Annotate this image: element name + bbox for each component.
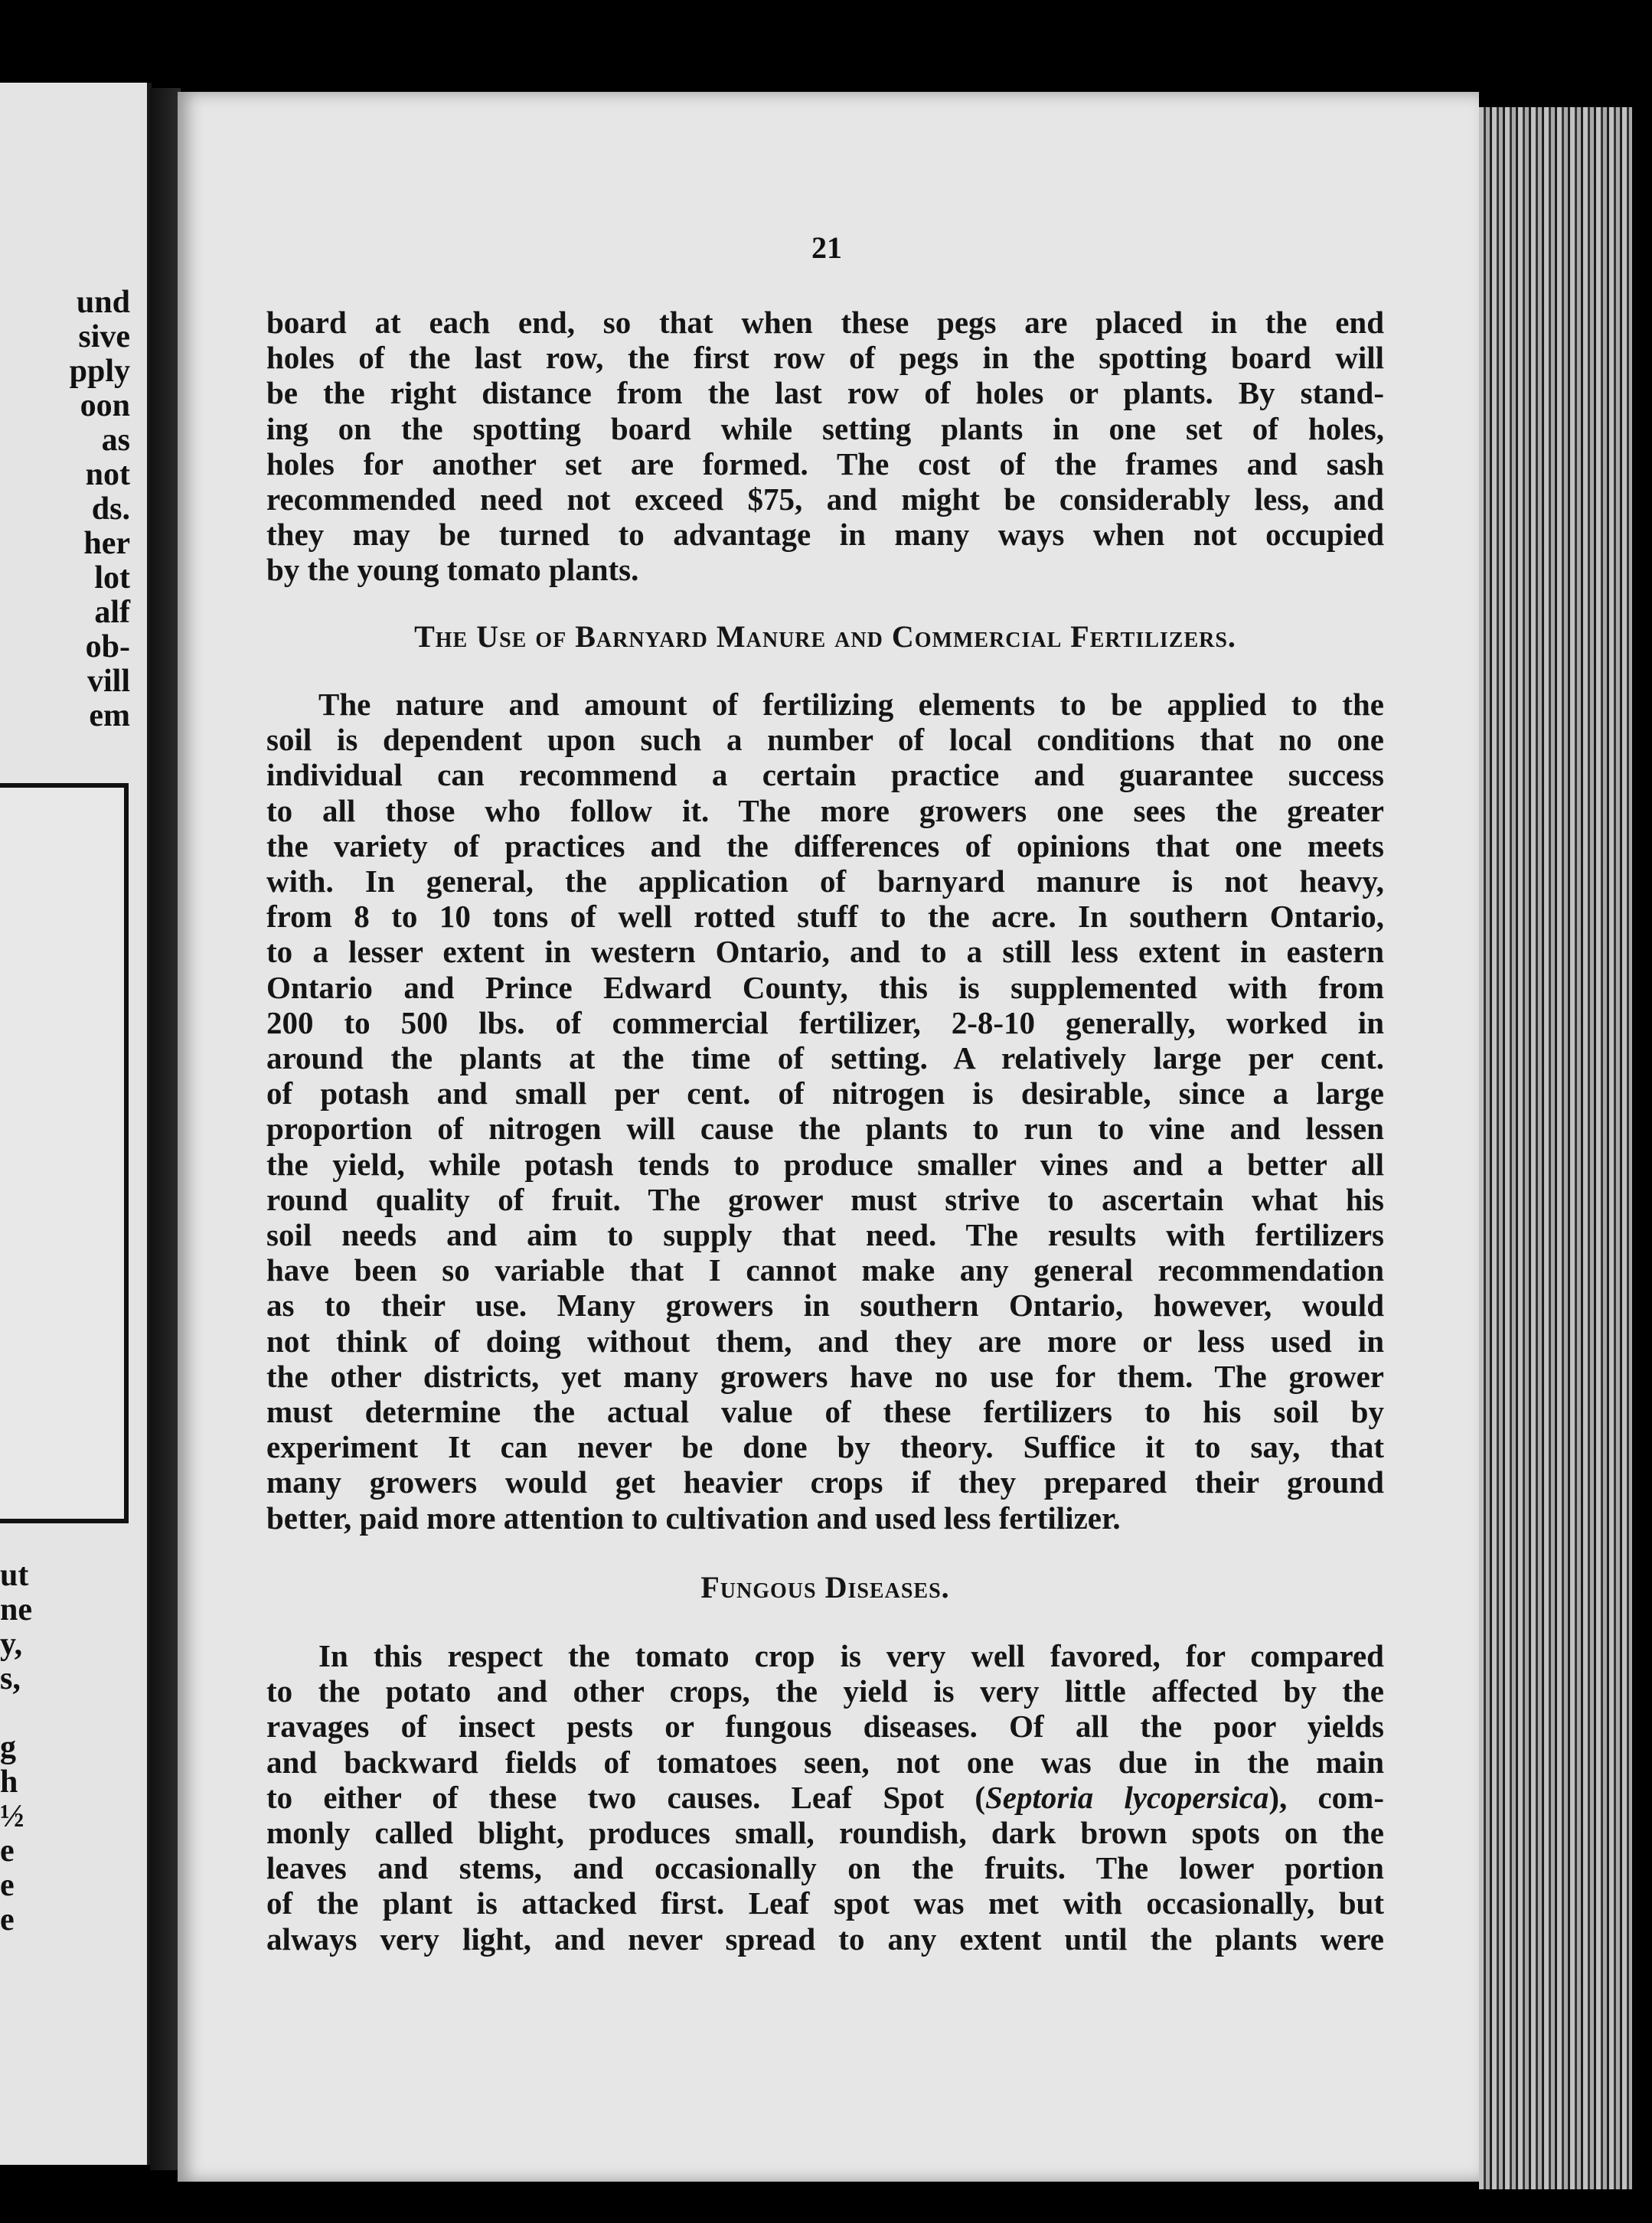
text-line: many growers would get heavier crops if they prepared their ground	[266, 1464, 1384, 1500]
text-line: be the right distance from the last row of holes or plants. By stand-	[266, 375, 1384, 411]
text-line: recommended need not exceed $75, and might be considerably less, and	[266, 481, 1384, 517]
text-line: of the plant is attacked first. Leaf spot was met with occasionally, but	[266, 1885, 1384, 1921]
text-line: leaves and stems, and occasionally on the fruits. The lower portion	[266, 1850, 1384, 1886]
text-line: the yield, while potash tends to produce smaller vines and a better all	[266, 1146, 1384, 1182]
text-line: by the young tomato plants.	[266, 552, 639, 588]
paragraph-fungous-diseases	[266, 1638, 1384, 1957]
left-fragment-gap	[0, 1696, 21, 1731]
text-line: not think of doing without them, and they are more or less used in	[266, 1323, 1384, 1359]
text-line: The nature and amount of fertilizing elements to be applied to the	[318, 687, 1384, 722]
left-fragment: h	[0, 1764, 18, 1800]
left-fragment: e	[0, 1833, 15, 1869]
page-edges	[1479, 107, 1632, 2189]
text-line: from 8 to 10 tons of well rotted stuff to the acre. In southern Ontario,	[266, 899, 1384, 935]
left-fragment: y,	[0, 1627, 23, 1662]
left-fragment: e	[0, 1868, 15, 1903]
left-fragment: as	[101, 423, 130, 458]
text-line-with-italic	[266, 1780, 1384, 1815]
left-fragment: ne	[0, 1592, 32, 1627]
text-line: proportion of nitrogen will cause the plants to run to vine and lessen	[266, 1111, 1384, 1147]
left-fragment: pply	[69, 354, 130, 389]
text-line: soil is dependent upon such a number of local conditions that no one	[266, 722, 1384, 758]
section-heading-fertilizers: The Use of Barnyard Manure and Commercial Fertilizers.	[414, 619, 1236, 654]
left-page-column-top	[0, 286, 130, 733]
text-line: to the potato and other crops, the yield is very little affected by the	[266, 1673, 1384, 1709]
left-page-column-bottom	[0, 1558, 32, 1937]
text-line: ravages of insect pests or fungous diseases. Of all the poor yields	[266, 1709, 1384, 1745]
text-line: holes for another set are formed. The cost of the frames and sash	[266, 446, 1384, 481]
species-name: Septoria lycopersica	[984, 1779, 1269, 1815]
text-line: soil needs and aim to supply that need. The results with fertilizers	[266, 1217, 1384, 1253]
text-run: to either of these two causes. Leaf Spot (	[266, 1779, 985, 1815]
text-line: to all those who follow it. The more growers one sees the greater	[266, 792, 1384, 828]
section-heading-fungous-diseases: Fungous Diseases.	[700, 1570, 950, 1604]
text-line: monly called blight, produces small, roundish, dark brown spots on the	[266, 1815, 1384, 1851]
text-line: around the plants at the time of setting. A relatively large per cent.	[266, 1040, 1384, 1076]
paragraph-continued	[266, 305, 1384, 588]
left-fragment: g	[0, 1730, 16, 1765]
text-line: experiment It can never be done by theory. Suffice it to say, that	[266, 1429, 1384, 1465]
left-fragment: ob-	[85, 629, 130, 664]
left-fragment: em	[89, 698, 130, 733]
left-page-fragment	[0, 83, 152, 2165]
left-fragment: und	[76, 285, 130, 320]
book-spine-shadow	[150, 88, 181, 2170]
left-fragment: vill	[87, 664, 130, 699]
text-line: as to their use. Many growers in southern Ontario, however, would	[266, 1288, 1384, 1324]
text-line: they may be turned to advantage in many ways when not occupied	[266, 517, 1384, 553]
text-line: holes of the last row, the first row of pegs in the spotting board will	[266, 340, 1384, 376]
text-line: Ontario and Prince Edward County, this is supplemented with from	[266, 969, 1384, 1005]
text-line: better, paid more attention to cultivation and used less fertilizer.	[266, 1500, 1121, 1536]
page-number: 21	[811, 230, 842, 265]
text-run: ), com-	[1268, 1779, 1384, 1815]
text-line: and backward fields of tomatoes seen, not one was due in the main	[266, 1744, 1384, 1780]
text-line: of potash and small per cent. of nitrogen is desirable, since a large	[266, 1076, 1384, 1112]
text-line: always very light, and never spread to any extent until the plants were	[266, 1921, 1384, 1957]
left-fragment: ds.	[91, 491, 130, 527]
text-line: round quality of fruit. The grower must strive to ascertain what his	[266, 1181, 1384, 1217]
text-line: board at each end, so that when these pegs are placed in the end	[266, 305, 1384, 340]
left-page-figure-frame	[0, 783, 129, 1523]
text-line: In this respect the tomato crop is very well favored, for compared	[318, 1638, 1384, 1673]
text-line: have been so variable that I cannot make any general recommendation	[266, 1252, 1384, 1288]
left-fragment: not	[85, 457, 130, 492]
text-line: must determine the actual value of these fertilizers to his soil by	[266, 1394, 1384, 1430]
text-line: individual can recommend a certain practice and guarantee success	[266, 757, 1384, 793]
left-fragment: oon	[80, 388, 130, 423]
left-fragment: lot	[94, 560, 130, 596]
left-fragment: ½	[0, 1799, 24, 1834]
left-fragment: e	[0, 1902, 15, 1937]
text-line: the variety of practices and the differences of opinions that one meets	[266, 828, 1384, 863]
text-line: 200 to 500 lbs. of commercial fertilizer, 2-8-10 generally, worked in	[266, 1004, 1384, 1040]
left-fragment: s,	[0, 1661, 21, 1696]
text-line: ing on the spotting board while setting plants in one set of holes,	[266, 410, 1384, 446]
left-fragment: her	[83, 526, 130, 561]
paragraph-fertilizers	[266, 687, 1384, 1536]
left-fragment: sive	[78, 319, 130, 354]
text-line: to a lesser extent in western Ontario, and to a still less extent in eastern	[266, 934, 1384, 970]
left-fragment: ut	[0, 1558, 29, 1593]
left-fragment: alf	[94, 595, 130, 630]
text-line: with. In general, the application of barnyard manure is not heavy,	[266, 863, 1384, 899]
text-line: the other districts, yet many growers have no use for them. The grower	[266, 1358, 1384, 1394]
